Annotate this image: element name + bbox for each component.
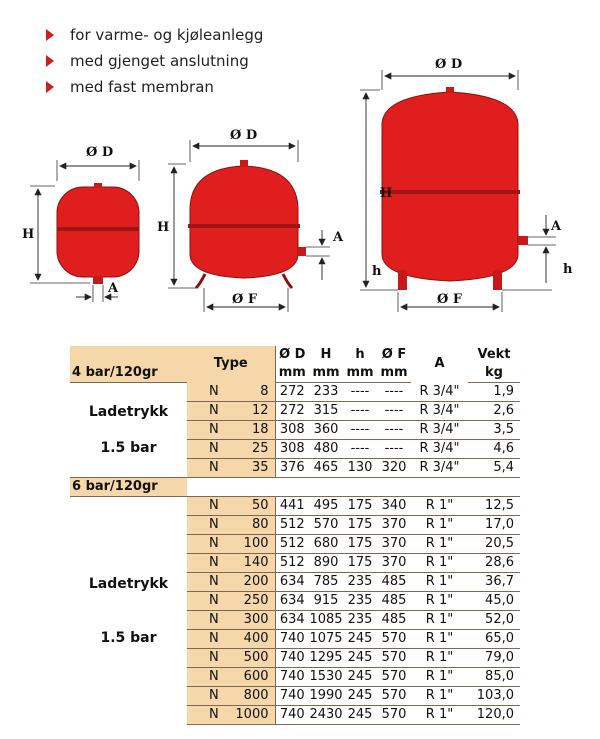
table-cell: 250 [243,593,269,608]
table-cell: 740 [275,630,309,649]
table-cell: 85,0 [468,668,520,687]
medium-tank-connection-label: A [333,230,344,245]
table-cell: R 3/4" [411,383,468,402]
table-cell: 175 [343,535,377,554]
table-cell: 1990 [309,687,343,706]
table-cell: 512 [275,535,309,554]
table-cell: ---- [343,383,377,402]
col-unit: mm [275,364,309,383]
table-cell: 245 [343,649,377,668]
table-cell: ---- [343,421,377,440]
table-cell: med gjenget anslutning [70,52,249,70]
large-tank [360,57,573,312]
table-cell: 890 [309,554,343,573]
table-cell: R 1" [411,535,468,554]
small-tank-connection-label: A [108,281,119,296]
table-cell: 175 [343,516,377,535]
table-cell: N [209,460,219,475]
table-cell: 5,4 [468,459,520,478]
table-cell: 25 [251,441,269,456]
table-cell: R 1" [411,516,468,535]
table-cell: 570 [377,706,411,725]
table-cell: 175 [343,497,377,516]
table-cell: ---- [377,402,411,421]
col-unit: mm [309,364,343,383]
large-tank-leg-height-right-label: h [563,262,573,277]
table-cell: 370 [377,554,411,573]
table-cell: Ladetrykk [88,575,169,592]
type-header: Type [187,346,275,383]
table-cell: 485 [377,573,411,592]
small-tank-height-label: H [22,227,35,242]
table-cell: 308 [275,421,309,440]
col-unit: mm [343,364,377,383]
small-tank-diameter-label: Ø D [86,145,114,160]
table-cell: 485 [377,592,411,611]
large-tank-connection-label: A [551,219,562,234]
tank-diagrams [0,0,600,330]
table-cell: 12 [251,403,269,418]
table-cell: 1295 [309,649,343,668]
table-cell: N [209,498,219,513]
table-cell: 570 [377,630,411,649]
table-cell: 480 [309,440,343,459]
table-cell: 245 [343,630,377,649]
table-cell: 235 [343,611,377,630]
table-cell: 600 [243,669,269,684]
table-cell: med fast membran [70,78,214,96]
table-cell: 272 [275,402,309,421]
table-cell: 915 [309,592,343,611]
table-cell: 52,0 [468,611,520,630]
small-tank [22,145,139,302]
table-cell: R 1" [411,497,468,516]
group2-label [70,497,187,725]
table-cell: 45,0 [468,592,520,611]
table-cell: 1,9 [468,383,520,402]
table-cell: N [209,631,219,646]
table-cell: 360 [309,421,343,440]
table-cell: ---- [343,440,377,459]
table-cell: N [209,403,219,418]
table-cell: 8 [260,383,269,399]
table-cell: 370 [377,516,411,535]
table-cell: R 1" [411,668,468,687]
table-cell: 570 [377,687,411,706]
table-cell: 370 [377,535,411,554]
table-cell: 465 [309,459,343,478]
table-cell: 740 [275,649,309,668]
table-cell: N [209,574,219,589]
table-cell: N [209,650,219,665]
medium-tank-diameter-label: Ø D [230,128,258,143]
table-cell: N [209,555,219,570]
table-cell: R 3/4" [411,402,468,421]
table-cell: 740 [275,706,309,725]
table-cell: 272 [275,383,309,402]
table-cell: 175 [343,554,377,573]
table-cell: 28,6 [468,554,520,573]
table-cell: 441 [275,497,309,516]
table-cell: 200 [243,574,269,589]
pressure-6bar-row [70,478,520,497]
table-cell: 308 [275,440,309,459]
medium-tank-foot-diameter-label: Ø F [232,292,258,307]
large-tank-diameter-label: Ø D [435,57,463,72]
table-cell: 740 [275,687,309,706]
table-cell: ---- [377,421,411,440]
table-cell: 103,0 [468,687,520,706]
table-cell: ---- [343,402,377,421]
table-cell: 570 [377,668,411,687]
table-cell: N [209,612,219,627]
table-cell: 512 [275,516,309,535]
table-cell: 1085 [309,611,343,630]
table-cell: 100 [243,536,269,551]
table-cell: 18 [251,422,269,437]
table-cell: 20,5 [468,535,520,554]
spec-table [70,346,520,725]
table-cell: 300 [243,612,269,627]
table-cell: 140 [243,555,269,570]
table-cell: 79,0 [468,649,520,668]
table-cell: 245 [343,668,377,687]
table-cell: 800 [243,688,269,703]
table-cell: N [209,593,219,608]
table-cell: 1075 [309,630,343,649]
col-header: H [320,347,332,362]
large-tank-leg-height-left-label: h [372,264,382,279]
table-cell: for varme- og kjøleanlegg [70,26,264,44]
table-cell: 680 [309,535,343,554]
table-cell: 50 [251,498,269,513]
table-cell: N [209,669,219,684]
table-cell: 570 [377,649,411,668]
table-cell: N [209,536,219,551]
table-cell: 2,6 [468,402,520,421]
table-cell: 80 [251,517,269,532]
table-cell: Ladetrykk [88,404,169,420]
table-cell: 12,5 [468,497,520,516]
table-cell: 2430 [309,706,343,725]
pressure-6bar-label: 6 bar/120gr [70,478,187,497]
table-cell: 1530 [309,668,343,687]
table-cell: 17,0 [468,516,520,535]
col-header: A [434,356,445,372]
table-cell: N [209,441,219,456]
table-cell: R 1" [411,630,468,649]
table-cell: 4,6 [468,440,520,459]
table-cell: 1.5 bar [100,440,157,456]
table-cell: 1.5 bar [100,629,157,646]
col-header: Ø D [275,346,309,364]
table-cell: 512 [275,554,309,573]
table-cell: 634 [275,573,309,592]
medium-tank [157,128,344,312]
large-tank-foot-diameter-label: Ø F [437,292,463,307]
table-cell: R 1" [411,611,468,630]
header-row [70,346,520,364]
table-cell: R 1" [411,649,468,668]
table-cell: N [209,383,219,399]
table-cell: N [209,688,219,703]
table-cell: 315 [309,402,343,421]
table-cell: R 3/4" [411,459,468,478]
col-header: h [355,347,365,362]
col-unit: kg [468,364,520,383]
table-row [70,497,520,516]
col-unit: mm [377,364,411,383]
table-cell: 36,7 [468,573,520,592]
table-cell: N [209,707,219,722]
table-cell: 3,5 [468,421,520,440]
table-cell: 120,0 [468,706,520,725]
table-cell: R 3/4" [411,440,468,459]
pressure-4bar-label: 4 bar/120gr [70,364,187,383]
table-row [70,383,520,402]
table-cell: 785 [309,573,343,592]
table-cell: 233 [309,383,343,402]
table-cell: 400 [243,631,269,646]
table-cell: R 1" [411,573,468,592]
table-cell: 35 [251,460,269,475]
table-cell: N [209,517,219,532]
large-tank-height-label: H [380,186,393,201]
table-cell: 340 [377,497,411,516]
table-cell: 634 [275,592,309,611]
table-cell: N [209,422,219,437]
table-cell: 570 [309,516,343,535]
table-cell: R 1" [411,554,468,573]
col-header: Ø F [381,347,407,362]
table-cell: R 3/4" [411,421,468,440]
table-cell: R 1" [411,687,468,706]
table-cell: 495 [309,497,343,516]
table-cell: 1000 [235,707,269,722]
col-header: Vekt [477,347,511,362]
table-cell: 320 [377,459,411,478]
table-cell: 500 [243,650,269,665]
table-cell: 245 [343,706,377,725]
table-cell: 485 [377,611,411,630]
table-cell: 245 [343,687,377,706]
table-cell: 235 [343,592,377,611]
table-cell: 130 [343,459,377,478]
table-cell: 235 [343,573,377,592]
table-cell: ---- [377,440,411,459]
group1-label [70,383,187,478]
table-cell: R 1" [411,706,468,725]
table-cell: 740 [275,668,309,687]
medium-tank-height-label: H [157,220,170,235]
table-cell: 65,0 [468,630,520,649]
table-cell: 376 [275,459,309,478]
table-cell: R 1" [411,592,468,611]
table-cell: 634 [275,611,309,630]
table-cell: ---- [377,383,411,402]
